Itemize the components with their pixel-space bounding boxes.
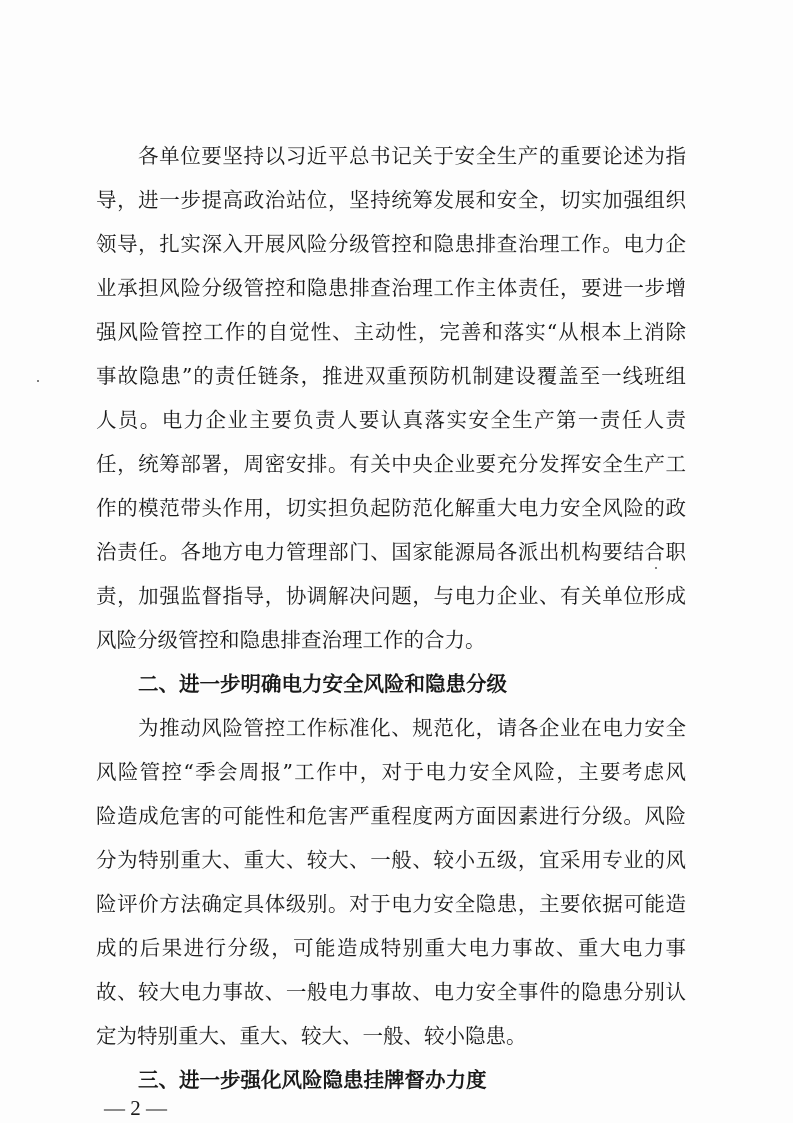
paragraph-1-line-5: 强风险管控工作的自觉性、主动性，完善和落实“从根本上消除 [96, 320, 686, 344]
paragraph-1-line-2: 导，进一步提高政治站位，坚持统筹发展和安全，切实加强组织 [96, 188, 686, 212]
paragraph-1-line-12: 风险分级管控和隐患排查治理工作的合力。 [96, 628, 486, 652]
paragraph-2-line-4: 分为特别重大、重大、较大、一般、较小五级，宜采用专业的风 [96, 848, 686, 872]
paragraph-1-line-4: 业承担风险分级管控和隐患排查治理工作主体责任，要进一步增 [96, 276, 686, 300]
page-number: — 2 — [104, 1096, 167, 1120]
scan-speck [655, 567, 657, 569]
section-heading-3: 三、进一步强化风险隐患挂牌督办力度 [138, 1068, 487, 1092]
paragraph-1-line-8: 任，统筹部署，周密安排。有关中央企业要充分发挥安全生产工 [96, 452, 686, 476]
paragraph-2-line-6: 成的后果进行分级，可能造成特别重大电力事故、重大电力事 [96, 936, 686, 960]
section-heading-2: 二、进一步明确电力安全风险和隐患分级 [138, 672, 507, 696]
paragraph-1-line-11: 责，加强监督指导，协调解决问题，与电力企业、有关单位形成 [96, 584, 686, 608]
paragraph-2-line-7: 故、较大电力事故、一般电力事故、电力安全事件的隐患分别认 [96, 980, 686, 1004]
paragraph-1-line-1: 各单位要坚持以习近平总书记关于安全生产的重要论述为指 [138, 144, 686, 168]
paragraph-2-line-3: 险造成危害的可能性和危害严重程度两方面因素进行分级。风险 [96, 804, 686, 828]
paragraph-1-line-3: 领导，扎实深入开展风险分级管控和隐患排查治理工作。电力企 [96, 232, 686, 256]
paragraph-1-line-9: 作的模范带头作用，切实担负起防范化解重大电力安全风险的政 [96, 496, 686, 520]
paragraph-2-line-8: 定为特别重大、重大、较大、一般、较小隐患。 [96, 1024, 527, 1048]
paragraph-1-line-10: 治责任。各地方电力管理部门、国家能源局各派出机构要结合职 [96, 540, 686, 564]
paragraph-1-line-6: 事故隐患”的责任链条，推进双重预防机制建设覆盖至一线班组 [96, 364, 686, 388]
paragraph-2-line-1: 为推动风险管控工作标准化、规范化，请各企业在电力安全 [138, 716, 686, 740]
paragraph-1-line-7: 人员。电力企业主要负责人要认真落实安全生产第一责任人责 [96, 408, 686, 432]
paragraph-2-line-2: 风险管控“季会周报”工作中，对于电力安全风险，主要考虑风 [96, 760, 686, 784]
paragraph-2-line-5: 险评价方法确定具体级别。对于电力安全隐患，主要依据可能造 [96, 892, 686, 916]
scan-speck [37, 380, 39, 382]
